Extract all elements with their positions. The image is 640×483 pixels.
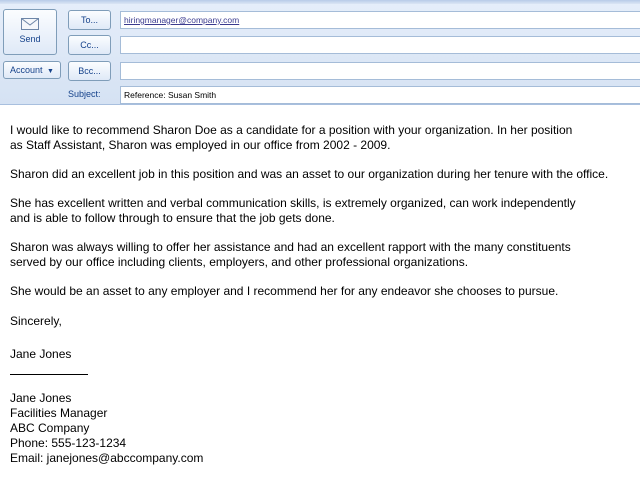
signature-divider — [10, 374, 88, 375]
signature-company: ABC Company — [10, 421, 90, 435]
subject-field[interactable]: Reference: Susan Smith — [120, 86, 640, 104]
body-paragraph: Sharon was always willing to offer her assistance and had an excellent rapport with the many constituents served by our office including clients, employers, and other professional organizations. — [10, 240, 571, 269]
subject-label: Subject: — [68, 89, 101, 99]
body-paragraph: She has excellent written and verbal communication skills, is extremely organized, can work independently and is able to follow through to ensure that the job gets done. — [10, 196, 576, 225]
envelope-icon — [21, 18, 39, 30]
closing: Sincerely, — [10, 314, 62, 328]
bcc-field[interactable] — [120, 62, 640, 80]
cc-field[interactable] — [120, 36, 640, 54]
chevron-down-icon: ▼ — [47, 68, 54, 75]
body-paragraph: She would be an asset to any employer and I recommend her for any endeavor she chooses to pursue. — [10, 284, 559, 298]
signature-name: Jane Jones — [10, 391, 72, 405]
send-button[interactable] — [3, 9, 57, 55]
account-button[interactable] — [3, 61, 61, 79]
signer-name: Jane Jones — [10, 347, 72, 361]
signature-title: Facilities Manager — [10, 406, 108, 420]
ribbon-edge — [0, 0, 640, 4]
to-field[interactable] — [120, 11, 640, 29]
bcc-button[interactable]: Bcc... — [68, 61, 111, 81]
cc-button[interactable]: Cc... — [68, 35, 111, 55]
send-label: Send — [19, 34, 41, 44]
to-recipient[interactable]: hiringmanager@company.com — [124, 15, 240, 25]
to-button[interactable]: To... — [68, 10, 111, 30]
message-body[interactable] — [0, 105, 640, 483]
message-header — [0, 0, 640, 105]
body-paragraph: I would like to recommend Sharon Doe as a candidate for a position with your organization. In her position as Staff Assistant, Sharon was employed in our office from 2002 - 2009. — [10, 123, 573, 152]
message-text[interactable] — [10, 123, 635, 466]
account-label: Account — [10, 65, 43, 75]
signature-email: Email: janejones@abccompany.com — [10, 451, 204, 465]
signature-phone: Phone: 555-123-1234 — [10, 436, 127, 450]
body-paragraph: Sharon did an excellent job in this position and was an asset to our organization during her tenure with the office. — [10, 167, 609, 181]
